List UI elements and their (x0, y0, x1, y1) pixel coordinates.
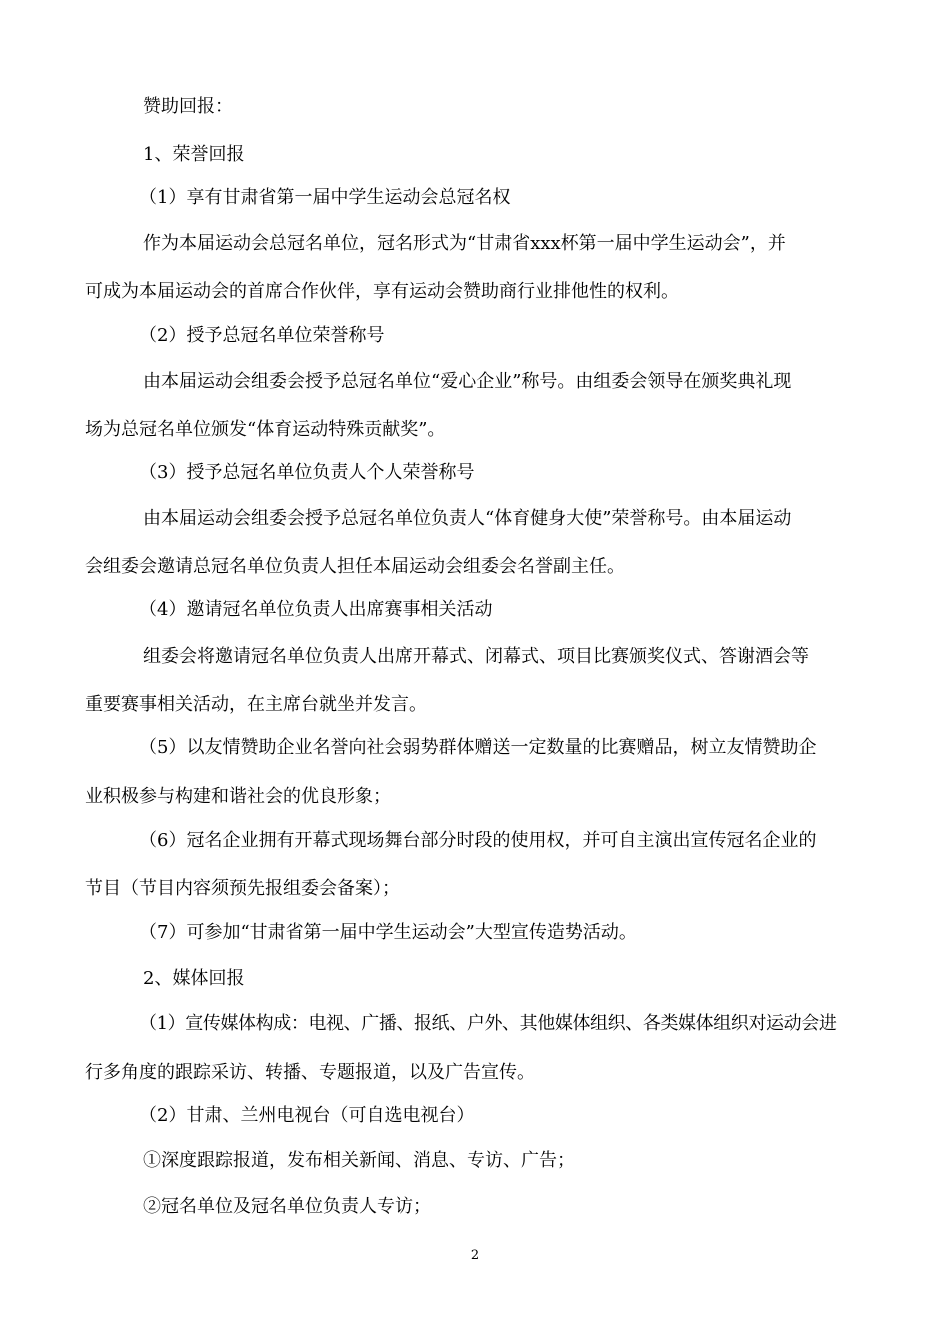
subsection-heading: （4）邀请冠名单位负责人出席赛事相关活动 (139, 599, 493, 620)
text-line: 作为本届运动会总冠名单位，冠名形式为“甘肃省xxx杯第一届中学生运动会”，并 (143, 233, 786, 254)
text-line: 重要赛事相关活动，在主席台就坐并发言。 (85, 694, 427, 715)
text-line: 赞助回报： (143, 96, 233, 117)
text-line: 由本届运动会组委会授予总冠名单位负责人“体育健身大使”荣誉称号。由本届运动 (143, 508, 792, 529)
subsection-heading: （2）甘肃、兰州电视台（可自选电视台） (139, 1105, 475, 1126)
section-heading: 2、媒体回报 (143, 968, 245, 989)
section-heading: 1、荣誉回报 (143, 144, 245, 165)
text-line: 可成为本届运动会的首席合作伙伴，享有运动会赞助商行业排他性的权利。 (85, 281, 679, 302)
text-line: 业积极参与构建和谐社会的优良形象； (85, 786, 391, 807)
text-line: （5）以友情赞助企业名誉向社会弱势群体赠送一定数量的比赛赠品，树立友情赞助企 (139, 737, 817, 758)
subsection-heading: （3）授予总冠名单位负责人个人荣誉称号 (139, 462, 475, 483)
text-line: 节目（节目内容须预先报组委会备案）； (85, 878, 400, 899)
text-line: 会组委会邀请总冠名单位负责人担任本届运动会组委会名誉副主任。 (85, 556, 625, 577)
page-number: 2 (470, 1248, 480, 1263)
text-line: （7）可参加“甘肃省第一届中学生运动会”大型宣传造势活动。 (139, 922, 637, 943)
text-line: 由本届运动会组委会授予总冠名单位“爱心企业”称号。由组委会领导在颁奖典礼现 (143, 371, 792, 392)
subsection-heading: （1）享有甘肃省第一届中学生运动会总冠名权 (139, 187, 511, 208)
text-line: 组委会将邀请冠名单位负责人出席开幕式、闭幕式、项目比赛颁奖仪式、答谢酒会等 (143, 646, 809, 667)
text-line: （1）宣传媒体构成：电视、广播、报纸、户外、其他媒体组织、各类媒体组织对运动会进 (139, 1013, 837, 1034)
text-line: （6）冠名企业拥有开幕式现场舞台部分时段的使用权，并可自主演出宣传冠名企业的 (139, 830, 817, 851)
list-item: ①深度跟踪报道，发布相关新闻、消息、专访、广告； (143, 1150, 575, 1171)
text-line: 行多角度的跟踪采访、转播、专题报道，以及广告宣传。 (85, 1062, 535, 1083)
text-line: 场为总冠名单位颁发“体育运动特殊贡献奖”。 (85, 419, 446, 440)
list-item: ②冠名单位及冠名单位负责人专访； (143, 1196, 431, 1217)
subsection-heading: （2）授予总冠名单位荣誉称号 (139, 325, 385, 346)
